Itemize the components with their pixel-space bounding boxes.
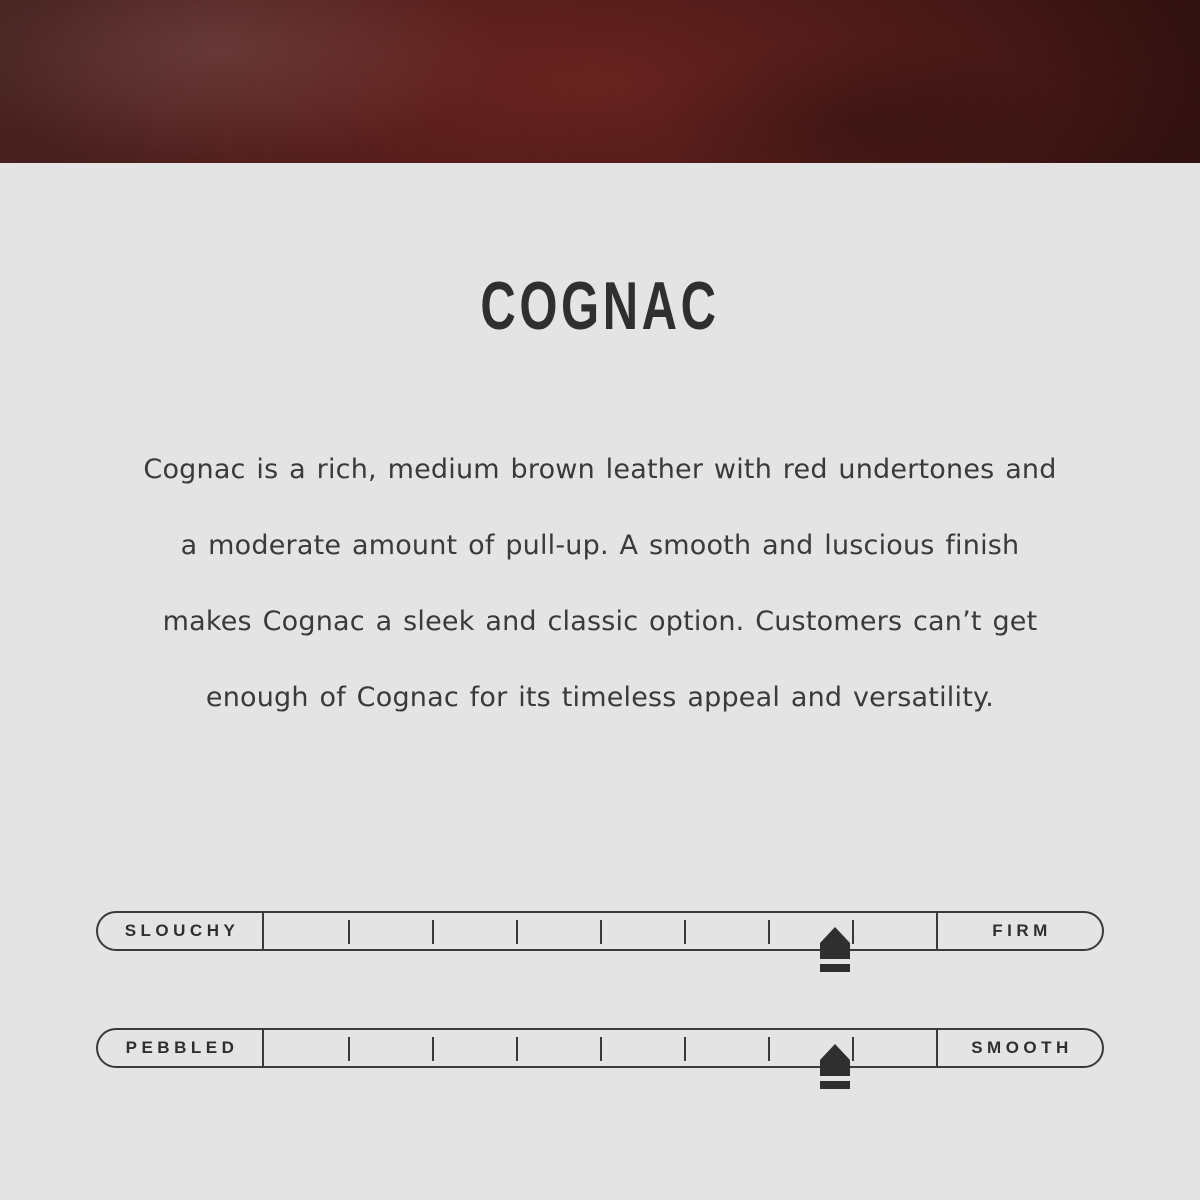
- scale-tick: [600, 1037, 602, 1061]
- scale-tick: [768, 920, 770, 944]
- scale-tick: [684, 1037, 686, 1061]
- scale-tick: [432, 920, 434, 944]
- scale-tick: [516, 920, 518, 944]
- scale-right-label: SMOOTH: [936, 1030, 1102, 1066]
- scale-tick: [516, 1037, 518, 1061]
- page-title: COGNAC: [480, 268, 720, 344]
- scale-left-label: SLOUCHY: [98, 913, 264, 949]
- scale-midsection: [264, 913, 936, 949]
- scale-track: [96, 911, 1104, 951]
- scale-tick: [600, 920, 602, 944]
- scale-tick: [348, 920, 350, 944]
- leather-sheen-overlay: [0, 0, 1200, 163]
- description-text: Cognac is a rich, medium brown leather with red undertones and a moderate amount of pull-up. A smooth and luscious finish makes Cognac a sleek and classic option. Customers can’t get enough of Cognac for its timeless appeal and versatility.: [143, 454, 1057, 713]
- scale-right-label: FIRM: [936, 913, 1102, 949]
- scale-tick: [432, 1037, 434, 1061]
- leather-swatch-banner: [0, 0, 1200, 163]
- scale-track: [96, 1028, 1104, 1068]
- scale-texture: [96, 1028, 1104, 1068]
- scale-left-label: PEBBLED: [98, 1030, 264, 1066]
- scale-tick: [348, 1037, 350, 1061]
- scale-midsection: [264, 1030, 936, 1066]
- scale-marker: [812, 1040, 858, 1092]
- scale-firmness: [96, 911, 1104, 951]
- scale-tick: [768, 1037, 770, 1061]
- scale-tick: [684, 920, 686, 944]
- scale-marker: [812, 923, 858, 975]
